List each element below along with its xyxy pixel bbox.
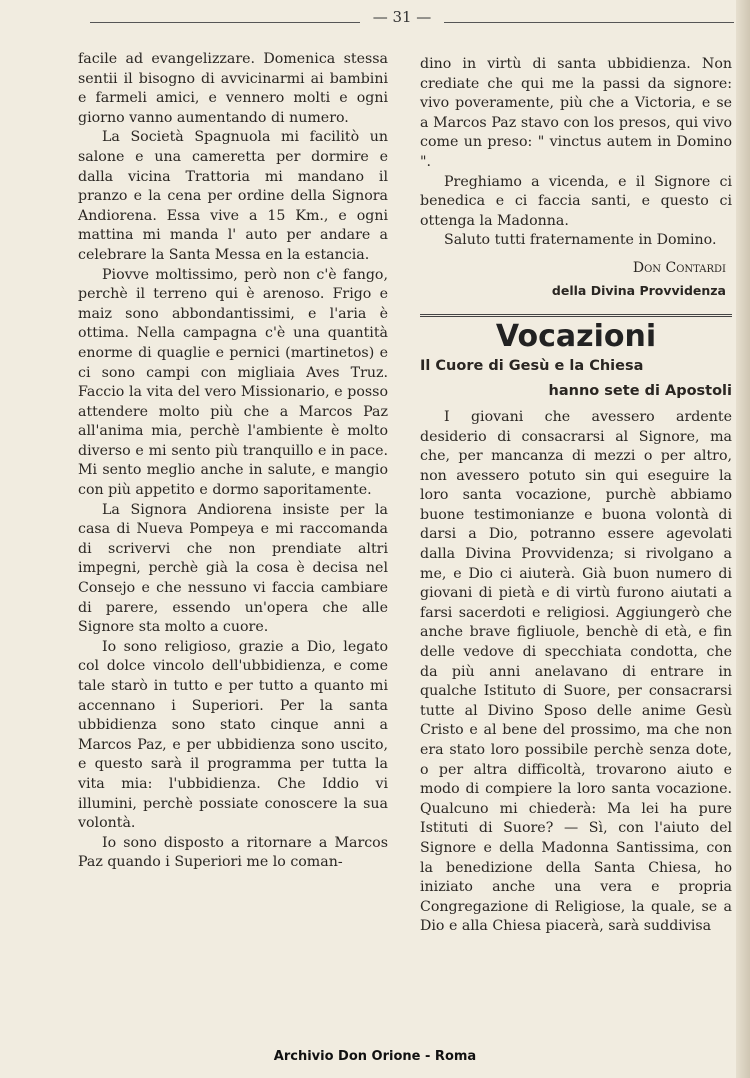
right-column bbox=[420, 55, 732, 937]
signature-role: della Divina Provvidenza bbox=[551, 282, 726, 298]
paragraph: La Società Spagnuola mi facilitò un salone e una cameretta per dormire e dalla vicina Trattoria mi mandano il pranzo e la cena per ordine della Signora Andiorena. Essa vive a 15 Km., e ogni mattina mi manda l' auto per andare a celebrare la Santa Messa en la estancia. bbox=[78, 129, 388, 263]
header-rule-right bbox=[444, 22, 734, 23]
paragraph: Io sono disposto a ritornare a Marcos Paz quando i Superiori me lo coman- bbox=[78, 834, 388, 871]
paragraph: dino in virtù di santa ubbidienza. Non crediate che qui me la passi da signore: vivo poveramente, più che a Victoria, e se a Marcos Paz stavo con los presos, qui vivo come un preso: " vinctus autem in Domino ". bbox=[420, 56, 732, 170]
paragraph: Piovve moltissimo, però non c'è fango, perchè il terreno qui è arenoso. Frigo e maiz sono abbondantissimi, e l'aria è ottima. Nella campagna c'è una quantità enorme di quaglie e pernici (martinetos) e ci sono campi con migliaia Aves Truz. Faccio la vita del vero Missionario, e posso attendere molto più che a Marcos Paz all'anima mia, perchè l'ambiente è molto diverso e mi sento più tranquillo e in pace. Mi sento meglio anche in salute, e mangio con più appetito e dormo saporitamente. bbox=[78, 266, 388, 499]
section-title: Vocazioni bbox=[495, 319, 657, 355]
header-rule-left bbox=[90, 22, 360, 23]
paragraph: Saluto tutti fraternamente in Domino. bbox=[444, 232, 717, 249]
paragraph: I giovani che avessero ardente desiderio di consacrarsi al Signore, ma che, per mancanza di mezzi o per altro, non avessero potuto sin qui eseguire la loro santa vocazione, purchè abbiamo buone testimonianze e buona volontà di darsi a Dio, potranno essere agevolati dalla Divina Provvidenza; si rivolgano a me, e Dio ci aiuterà. Già buon numero di giovani di pietà e di virtù furono aiutati a farsi sacerdoti e religiosi. Aggiungerò che anche brave figliuole, benchè di età, e fin delle vedove di specchiata condotta, che da più anni anelavano di entrare in qualche Istituto di Suore, per consacrarsi tutte al Divino Sposo delle anime Gesù Cristo e al bene del prossimo, ma che non era stato loro possibile perchè senza dote, o per altra difficoltà, trovarono aiuto e modo di compiere la loro santa vocazione. Qualcuno mi chiederà: Ma lei ha pure Istituti di Suore? — Sì, con l'aiuto del Signore e della Madonna Santissima, con la benedizione della Santa Chiesa, ho iniziato anche una vera e propria Congregazione di Religiose, la quale, se a Dio e alla Chiesa piacerà, sarà suddivisa bbox=[420, 408, 732, 935]
paragraph: Preghiamo a vicenda, e il Signore ci benedica e ci faccia santi, e questo ci ottenga la Madonna. bbox=[420, 173, 732, 229]
page-number: — 31 — bbox=[372, 8, 432, 26]
archive-footer: Archivio Don Orione - Roma bbox=[273, 1049, 477, 1064]
section-subtitle-line2: hanno sete di Apostoli bbox=[548, 383, 732, 400]
paragraph: facile ad evangelizzare. Domenica stessa sentii il bisogno di avvicinarmi ai bambini e farmeli amici, e vennero molti e ogni giorno vanno aumentando di numero. bbox=[78, 51, 388, 126]
left-column bbox=[78, 50, 388, 873]
page-edge bbox=[736, 0, 750, 1078]
paragraph: La Signora Andiorena insiste per la casa di Nueva Pompeya e mi raccomanda di scrivervi che non prendiate altri impegni, perchè già la cosa è decisa nel Consejo e che nessuno vi faccia cambiare di parere, essendo un'opera che alle Signore sta molto a cuore. bbox=[78, 501, 388, 636]
paragraph: Io sono religioso, grazie a Dio, legato col dolce vincolo dell'ubbidienza, e come tale starò in tutto e per tutto a quanto mi accennano i Superiori. Per la santa ubbidienza sono stato cinque anni a Marcos Paz, e per ubbidienza sono uscito, e questo sarà il programma per tutta la vita mia: l'ubbidienza. Che Iddio vi illumini, perchè possiate conoscere la sua volontà. bbox=[78, 638, 388, 832]
signature-name: Don Contardi bbox=[632, 259, 726, 276]
section-subtitle-line1: Il Cuore di Gesù e la Chiesa bbox=[420, 357, 644, 374]
